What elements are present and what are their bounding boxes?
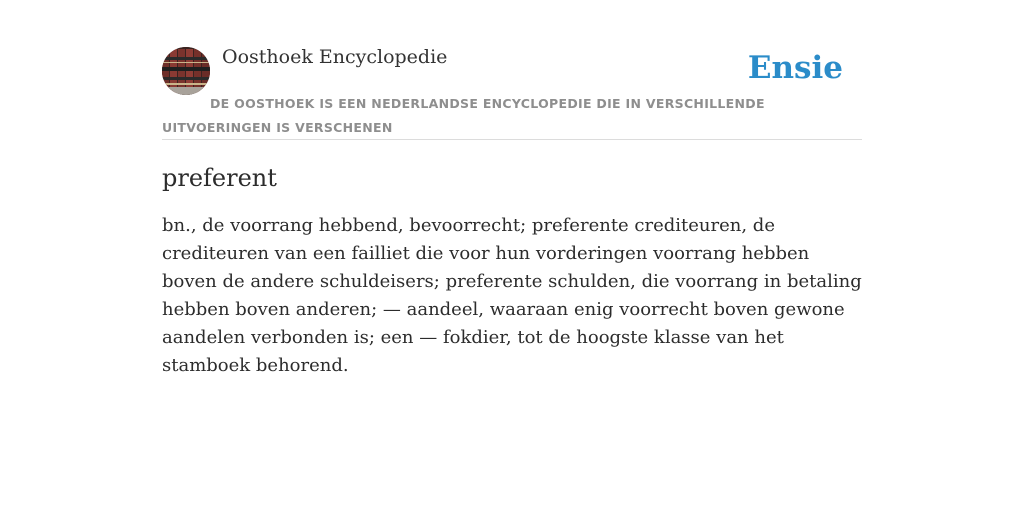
site-tagline: DE OOSTHOEK IS EEN NEDERLANDSE ENCYCLOPEDIE DIE IN VERSCHILLENDE UITVOERINGEN IS VERSCHENEN: [162, 96, 765, 135]
entry-definition: bn., de voorrang hebbend, bevoorrecht; preferente crediteuren, de crediteuren van een failliet die voor hun vorderingen voorrang hebben boven de andere schuldeisers; preferente schulden, die voorrang in betaling hebben boven anderen; — aandeel, waaraan enig voorrecht boven gewone aandelen verbonden is; een — fokdier, tot de hoogste klasse van het stamboek behorend.: [162, 215, 862, 376]
entry-term: preferent: [162, 164, 277, 192]
entry-card: [162, 44, 862, 380]
site-header: [162, 44, 862, 140]
site-name[interactable]: Oosthoek Encyclopedie: [222, 46, 448, 68]
brand-logo-link[interactable]: Ensie: [747, 50, 843, 86]
encyclopedia-books-icon[interactable]: [162, 47, 210, 95]
